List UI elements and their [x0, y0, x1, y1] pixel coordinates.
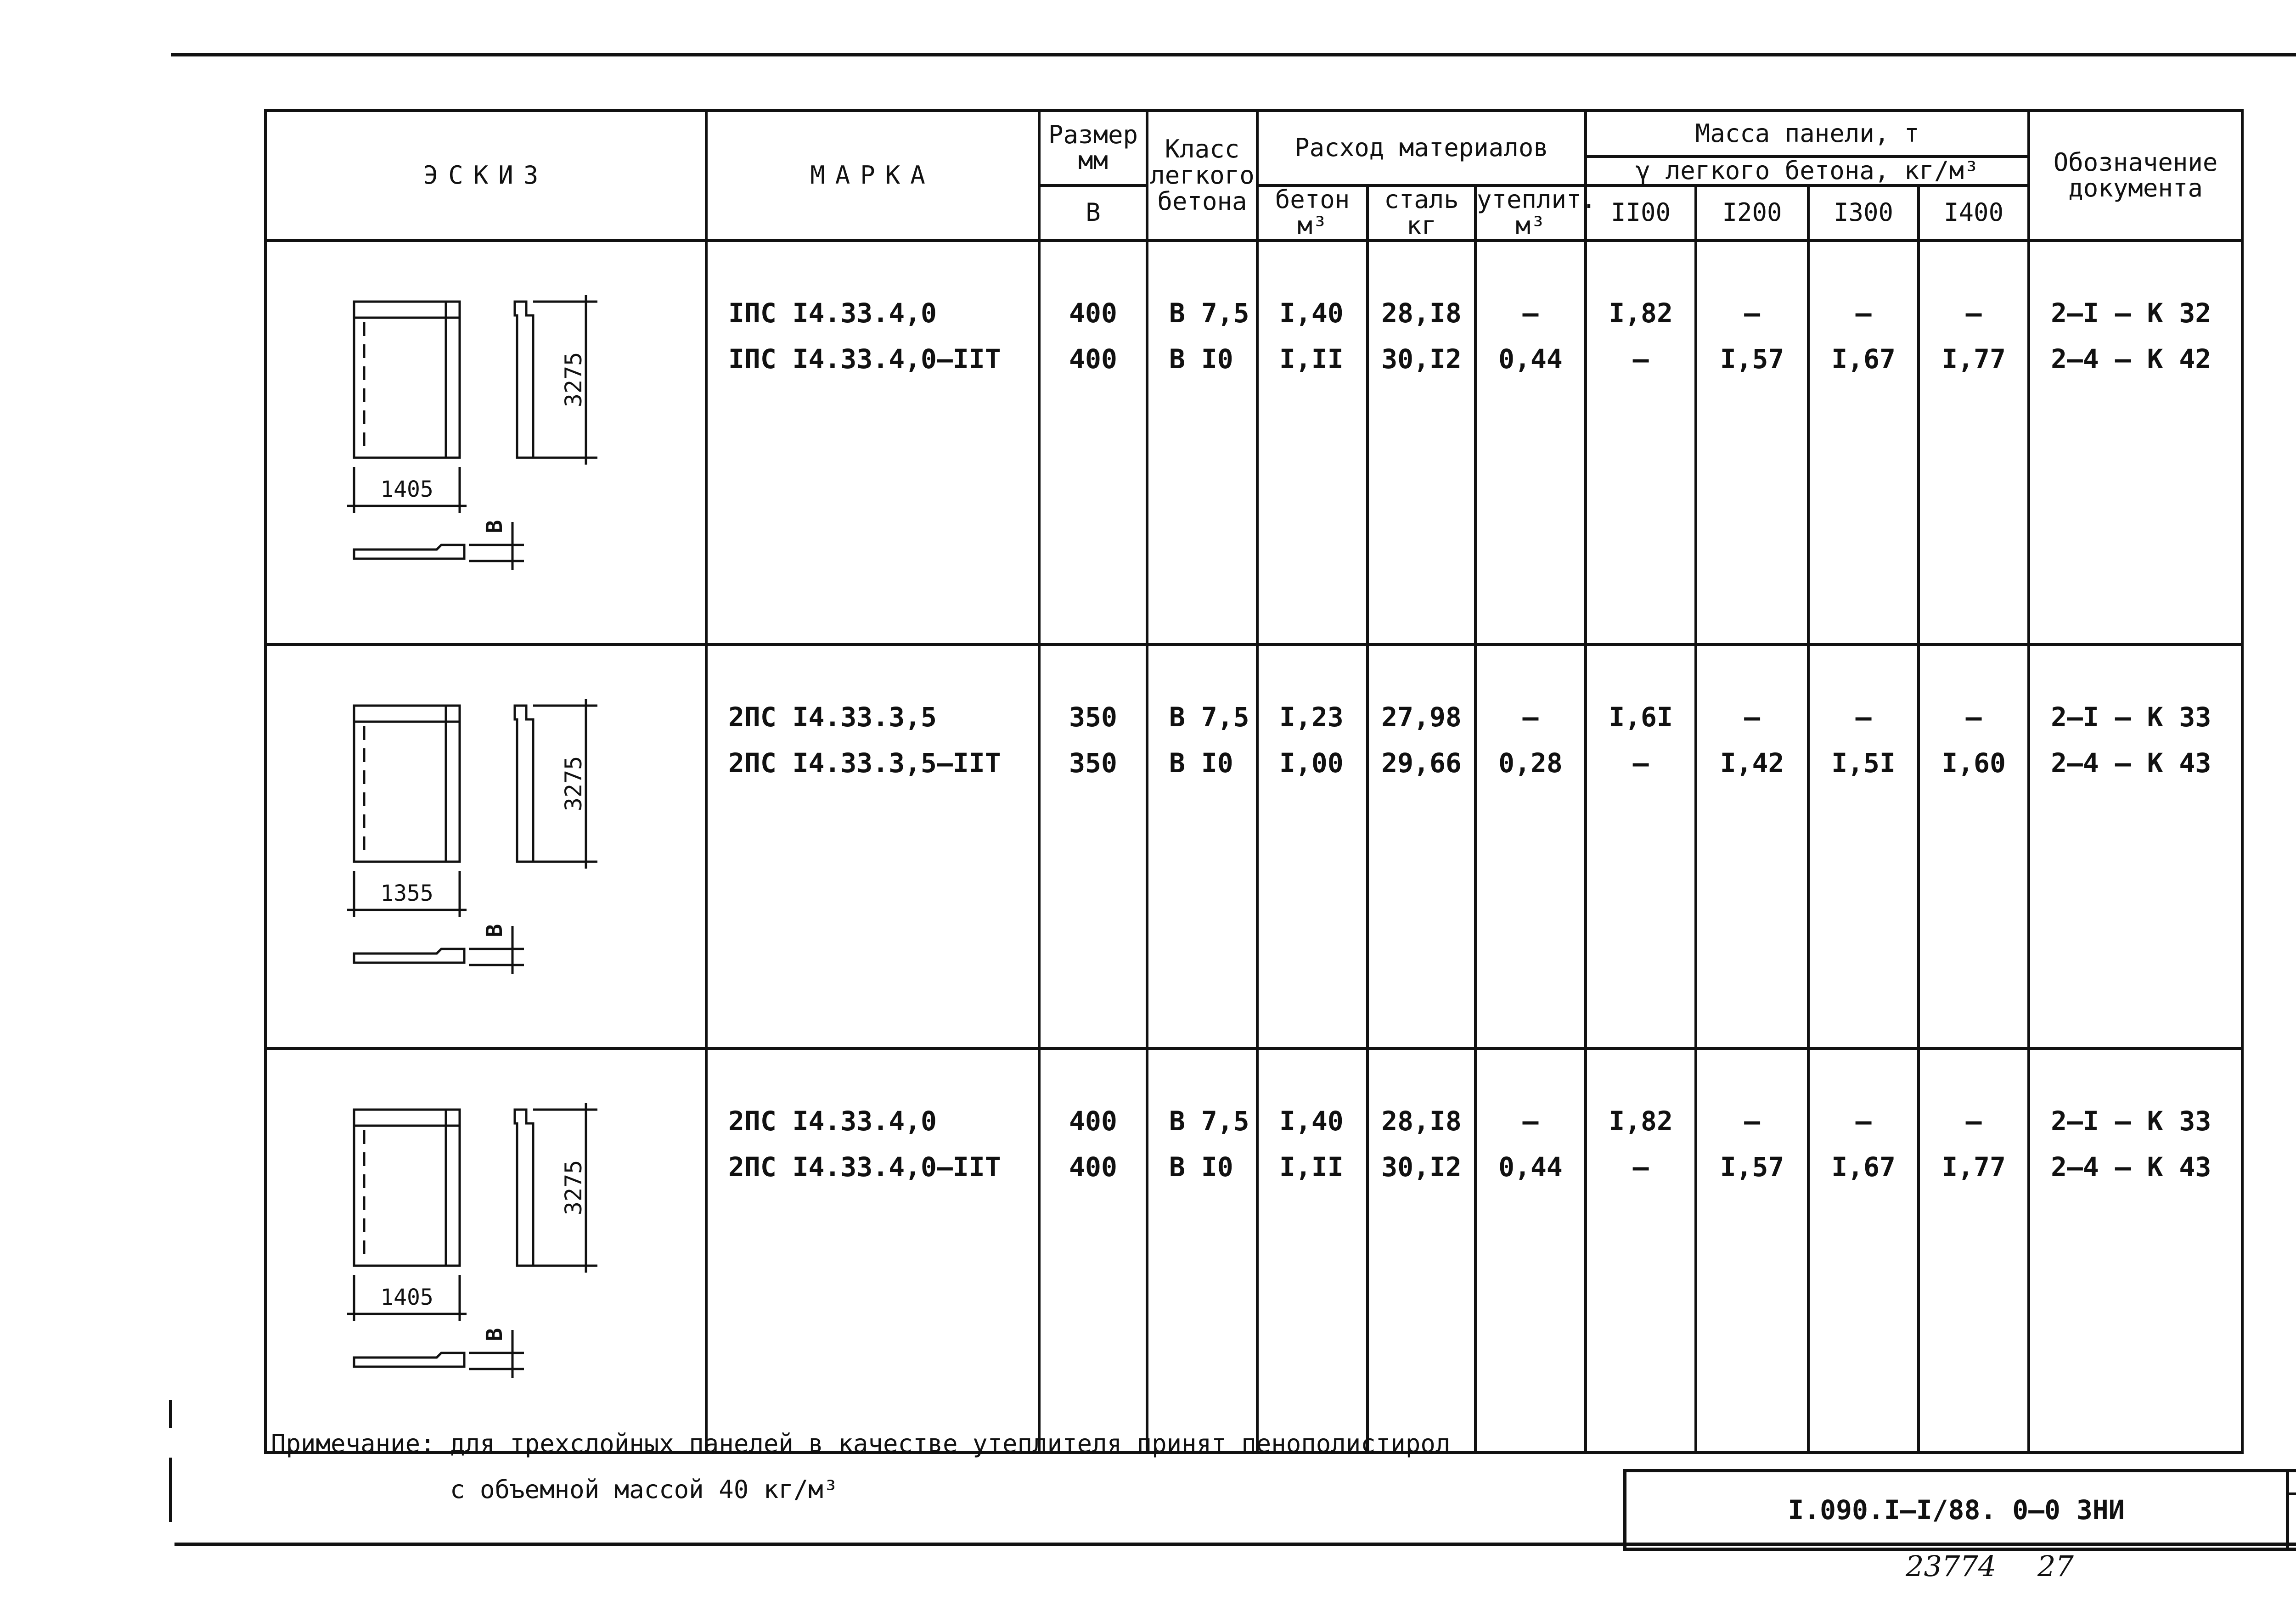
value-doc: 2–I – К 33: [2051, 1105, 2212, 1137]
col-cls: [1147, 241, 1257, 645]
value-insul: 0,44: [1498, 1151, 1563, 1183]
header-mass-1300: I300: [1808, 185, 1919, 241]
dim-width-label: 1355: [380, 880, 433, 906]
col-b: [1039, 241, 1147, 645]
panel-plan-section: [354, 545, 464, 559]
sheet-number: [2289, 1498, 2296, 1549]
value-mark: 2ПС I4.33.3,5: [728, 701, 937, 733]
col-cls: [1147, 645, 1257, 1049]
header-mark: МАРКА: [706, 111, 1039, 241]
value-steel: 28,I8: [1381, 297, 1462, 329]
value-mark: IПС I4.33.4,0–IIТ: [728, 343, 1001, 375]
value-cls: В I0: [1169, 343, 1233, 375]
value-m1200: I,42: [1720, 747, 1784, 779]
inventory-number: 23774: [1906, 1549, 1997, 1583]
panel-side-view: [515, 1110, 533, 1266]
panel-side-view: [515, 706, 533, 862]
col-steel: [1367, 645, 1475, 1049]
panel-group-row: [265, 1049, 2242, 1453]
header-document: Обозначение документа: [2029, 111, 2242, 241]
value-m1200: –: [1744, 1105, 1760, 1137]
col-m1100: [1586, 241, 1696, 645]
header-sketch: ЭСКИЗ: [265, 111, 706, 241]
value-steel: 27,98: [1381, 701, 1462, 733]
value-mark: 2ПС I4.33.4,0–IIТ: [728, 1151, 1001, 1183]
sketch-cell: [265, 241, 706, 645]
value-mark: 2ПС I4.33.3,5–IIТ: [728, 747, 1001, 779]
value-m1200: I,57: [1720, 1151, 1784, 1183]
value-m1200: –: [1744, 297, 1760, 329]
value-b: 400: [1069, 343, 1117, 375]
footer-inventory: [1906, 1549, 2074, 1583]
value-insul: 0,44: [1498, 343, 1563, 375]
value-concrete: I,23: [1279, 701, 1344, 733]
panel-sketch: [267, 1050, 705, 1445]
col-steel: [1367, 1049, 1475, 1453]
col-m1100: [1586, 645, 1696, 1049]
header-mass-1400: I400: [1919, 185, 2029, 241]
dim-width-label: 1405: [380, 476, 433, 502]
value-m1300: I,67: [1831, 1151, 1896, 1183]
panel-sketch-drawing: [267, 1050, 680, 1436]
value-insul: 0,28: [1498, 747, 1563, 779]
col-m1200: [1696, 241, 1808, 645]
dim-thickness-label: В: [482, 924, 507, 937]
col-doc: [2029, 1049, 2242, 1453]
value-m1100: I,82: [1609, 1105, 1673, 1137]
col-doc: [2029, 241, 2242, 645]
dim-thickness-label: В: [482, 520, 507, 533]
note-line-2: с объемной массой 40 кг/м³: [450, 1475, 838, 1504]
dim-thickness-label: В: [482, 1328, 507, 1341]
value-insul: –: [1522, 297, 1539, 329]
value-insul: –: [1522, 701, 1539, 733]
col-insul: [1475, 241, 1586, 645]
dim-height-label: 3275: [560, 756, 587, 811]
note-line-1: Примечание: для трехслойных панелей в качестве утеплителя принят пенополистирол: [271, 1429, 1451, 1458]
value-steel: 30,I2: [1381, 343, 1462, 375]
col-b: [1039, 645, 1147, 1049]
panel-group-row: [265, 241, 2242, 645]
col-insul: [1475, 645, 1586, 1049]
sheet-number-box: [2289, 1469, 2296, 1551]
frame-mark: [169, 1400, 172, 1428]
panel-sketch-drawing: [267, 242, 680, 628]
value-steel: 29,66: [1381, 747, 1462, 779]
value-b: 350: [1069, 747, 1117, 779]
panel-front-view: [354, 706, 460, 862]
col-concrete: [1257, 1049, 1367, 1453]
value-m1100: I,6I: [1609, 701, 1673, 733]
value-m1400: I,60: [1941, 747, 2006, 779]
frame-mark: [169, 1458, 172, 1522]
value-doc: 2–4 – К 42: [2051, 343, 2212, 375]
panel-side-view: [515, 302, 533, 458]
value-mark: 2ПС I4.33.4,0: [728, 1105, 937, 1137]
col-m1300: [1808, 1049, 1919, 1453]
value-doc: 2–4 – К 43: [2051, 1151, 2212, 1183]
value-m1200: –: [1744, 701, 1760, 733]
panel-sketch: [267, 242, 705, 637]
col-concrete: [1257, 241, 1367, 645]
value-m1100: –: [1632, 1151, 1649, 1183]
sketch-cell: [265, 1049, 706, 1453]
col-m1400: [1919, 1049, 2029, 1453]
sketch-cell: [265, 645, 706, 1049]
panel-sketch: [267, 646, 705, 1041]
value-cls: В I0: [1169, 1151, 1233, 1183]
value-b: 400: [1069, 1105, 1117, 1137]
col-mark: [706, 241, 1039, 645]
header-insulation: утеплит. м³: [1475, 185, 1586, 241]
col-m1400: [1919, 645, 2029, 1049]
value-m1400: I,77: [1941, 1151, 2006, 1183]
panel-front-view: [354, 1110, 460, 1266]
value-concrete: I,40: [1279, 1105, 1344, 1137]
value-m1300: I,67: [1831, 343, 1896, 375]
col-m1100: [1586, 1049, 1696, 1453]
col-m1300: [1808, 645, 1919, 1049]
header-class: Класс легкого бетона: [1147, 111, 1257, 241]
value-cls: В 7,5: [1169, 297, 1249, 329]
value-concrete: I,40: [1279, 297, 1344, 329]
col-steel: [1367, 241, 1475, 645]
header-mass-1100: II00: [1586, 185, 1696, 241]
col-insul: [1475, 1049, 1586, 1453]
format-number: 27: [2037, 1549, 2074, 1583]
note: [271, 1421, 1450, 1513]
col-doc: [2029, 645, 2242, 1049]
value-doc: 2–I – К 32: [2051, 297, 2212, 329]
value-steel: 28,I8: [1381, 1105, 1462, 1137]
panel-sketch-drawing: [267, 646, 680, 1032]
value-m1400: –: [1965, 1105, 1982, 1137]
value-m1400: I,77: [1941, 343, 2006, 375]
value-mark: IПС I4.33.4,0: [728, 297, 937, 329]
col-b: [1039, 1049, 1147, 1453]
panel-plan-section: [354, 1353, 464, 1367]
col-m1400: [1919, 241, 2029, 645]
value-b: 350: [1069, 701, 1117, 733]
col-cls: [1147, 1049, 1257, 1453]
col-concrete: [1257, 645, 1367, 1049]
title-block-code: I.090.I–I/88. 0–0 3НИ: [1623, 1469, 2289, 1551]
header-materials: Расход материалов: [1257, 111, 1586, 185]
value-m1100: I,82: [1609, 297, 1673, 329]
value-insul: –: [1522, 1105, 1539, 1137]
value-m1300: –: [1855, 297, 1872, 329]
value-concrete: I,00: [1279, 747, 1344, 779]
value-m1400: –: [1965, 701, 1982, 733]
value-b: 400: [1069, 297, 1117, 329]
value-cls: В 7,5: [1169, 701, 1249, 733]
col-m1200: [1696, 645, 1808, 1049]
value-cls: В I0: [1169, 747, 1233, 779]
value-m1400: –: [1965, 297, 1982, 329]
panel-front-view: [354, 302, 460, 458]
header-mass-density: γ легкого бетона, кг/м³: [1586, 157, 2029, 185]
value-doc: 2–4 – К 43: [2051, 747, 2212, 779]
value-m1100: –: [1632, 747, 1649, 779]
value-concrete: I,II: [1279, 343, 1344, 375]
value-m1200: I,57: [1720, 343, 1784, 375]
panel-group-row: [265, 645, 2242, 1049]
dim-height-label: 3275: [560, 1160, 587, 1215]
value-b: 400: [1069, 1151, 1117, 1183]
value-steel: 30,I2: [1381, 1151, 1462, 1183]
panel-plan-section: [354, 949, 464, 963]
header-size: Размер мм: [1039, 111, 1147, 185]
dim-width-label: 1405: [380, 1284, 433, 1310]
value-cls: В 7,5: [1169, 1105, 1249, 1137]
panel-spec-table: [264, 109, 2244, 1454]
col-m1200: [1696, 1049, 1808, 1453]
value-m1300: I,5I: [1831, 747, 1896, 779]
dim-height-label: 3275: [560, 352, 587, 407]
header-mass-1200: I200: [1696, 185, 1808, 241]
col-mark: [706, 1049, 1039, 1453]
value-m1300: –: [1855, 1105, 1872, 1137]
col-mark: [706, 645, 1039, 1049]
sheet-label: [2289, 1472, 2296, 1495]
value-concrete: I,II: [1279, 1151, 1344, 1183]
value-doc: 2–I – К 33: [2051, 701, 2212, 733]
header-size-b: В: [1039, 185, 1147, 241]
value-m1300: –: [1855, 701, 1872, 733]
col-m1300: [1808, 241, 1919, 645]
header-concrete: бетон м³: [1257, 185, 1367, 241]
header-steel: сталь кг: [1367, 185, 1475, 241]
value-m1100: –: [1632, 343, 1649, 375]
header-mass: Масса панели, т: [1586, 111, 2029, 157]
